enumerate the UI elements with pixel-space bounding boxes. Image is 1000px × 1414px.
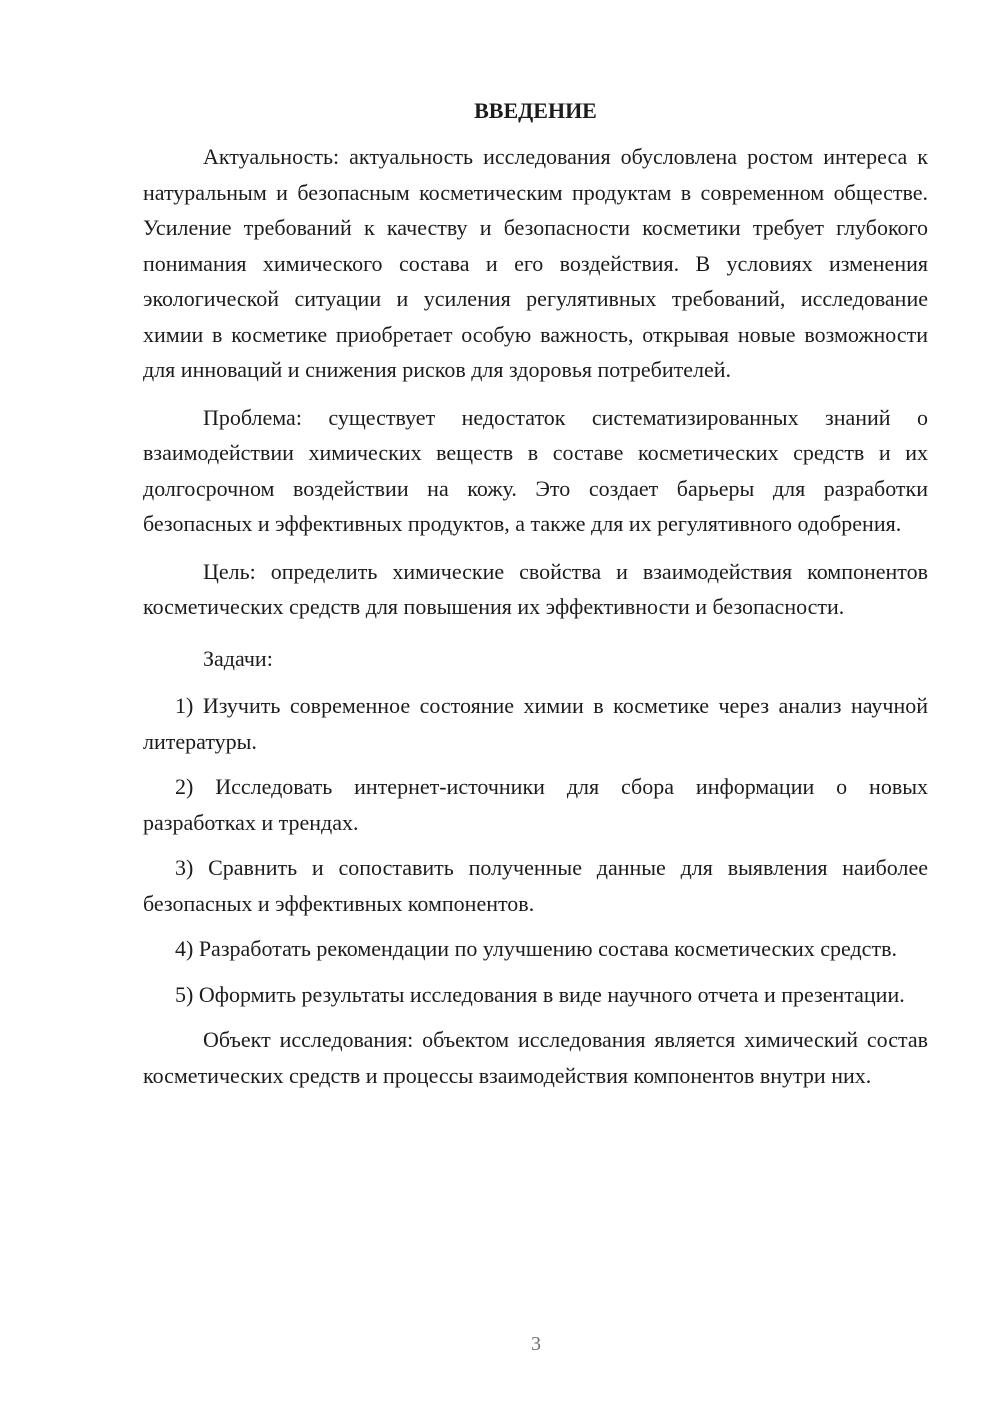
task-item-5: 5) Оформить результаты исследования в виде научного отчета и презентации.	[175, 981, 905, 1007]
page-content	[143, 95, 928, 1105]
page-title: ВВЕДЕНИЕ	[474, 98, 597, 123]
object-paragraph: Объект исследования: объектом исследования является химический состав косметических средств и процессы взаимодействия компонентов внутри них.	[143, 1027, 928, 1088]
task-item-3: 3) Сравнить и сопоставить полученные данные для выявления наиболее безопасных и эффективных компонентов.	[143, 855, 928, 916]
goal-paragraph: Цель: определить химические свойства и взаимодействия компонентов косметических средств для повышения их эффективности и безопасности.	[143, 558, 928, 619]
task-item-2: 2) Исследовать интернет-источники для сбора информации о новых разработках и трендах.	[143, 774, 928, 835]
task-item-4: 4) Разработать рекомендации по улучшению состава косметических средств.	[175, 936, 897, 961]
task-item-1: 1) Изучить современное состояние химии в косметике через анализ научной литературы.	[143, 693, 928, 754]
tasks-heading: Задачи:	[203, 645, 273, 671]
tasks-list	[143, 688, 928, 1012]
page-number: 3	[531, 1333, 541, 1355]
relevance-paragraph: Актуальность: актуальность исследования обусловлена ростом интереса к натуральным и безопасным косметическим продуктам в современном обществе. Усиление требований к качеству и безопасности косметики требует глубокого понимания химического состава и его воздействия. В условиях изменения экологической ситуации и усиления регулятивных требований, исследование химии в косметике приобретает особую важность, открывая новые возможности для инноваций и снижения рисков для здоровья потребителей.	[143, 144, 928, 382]
problem-paragraph: Проблема: существует недостаток систематизированных знаний о взаимодействии химических веществ в составе косметических средств и их долгосрочном воздействии на кожу. Это создает барьеры для разработки безопасных и эффективных продуктов, а также для их регулятивного одобрения.	[143, 404, 928, 536]
